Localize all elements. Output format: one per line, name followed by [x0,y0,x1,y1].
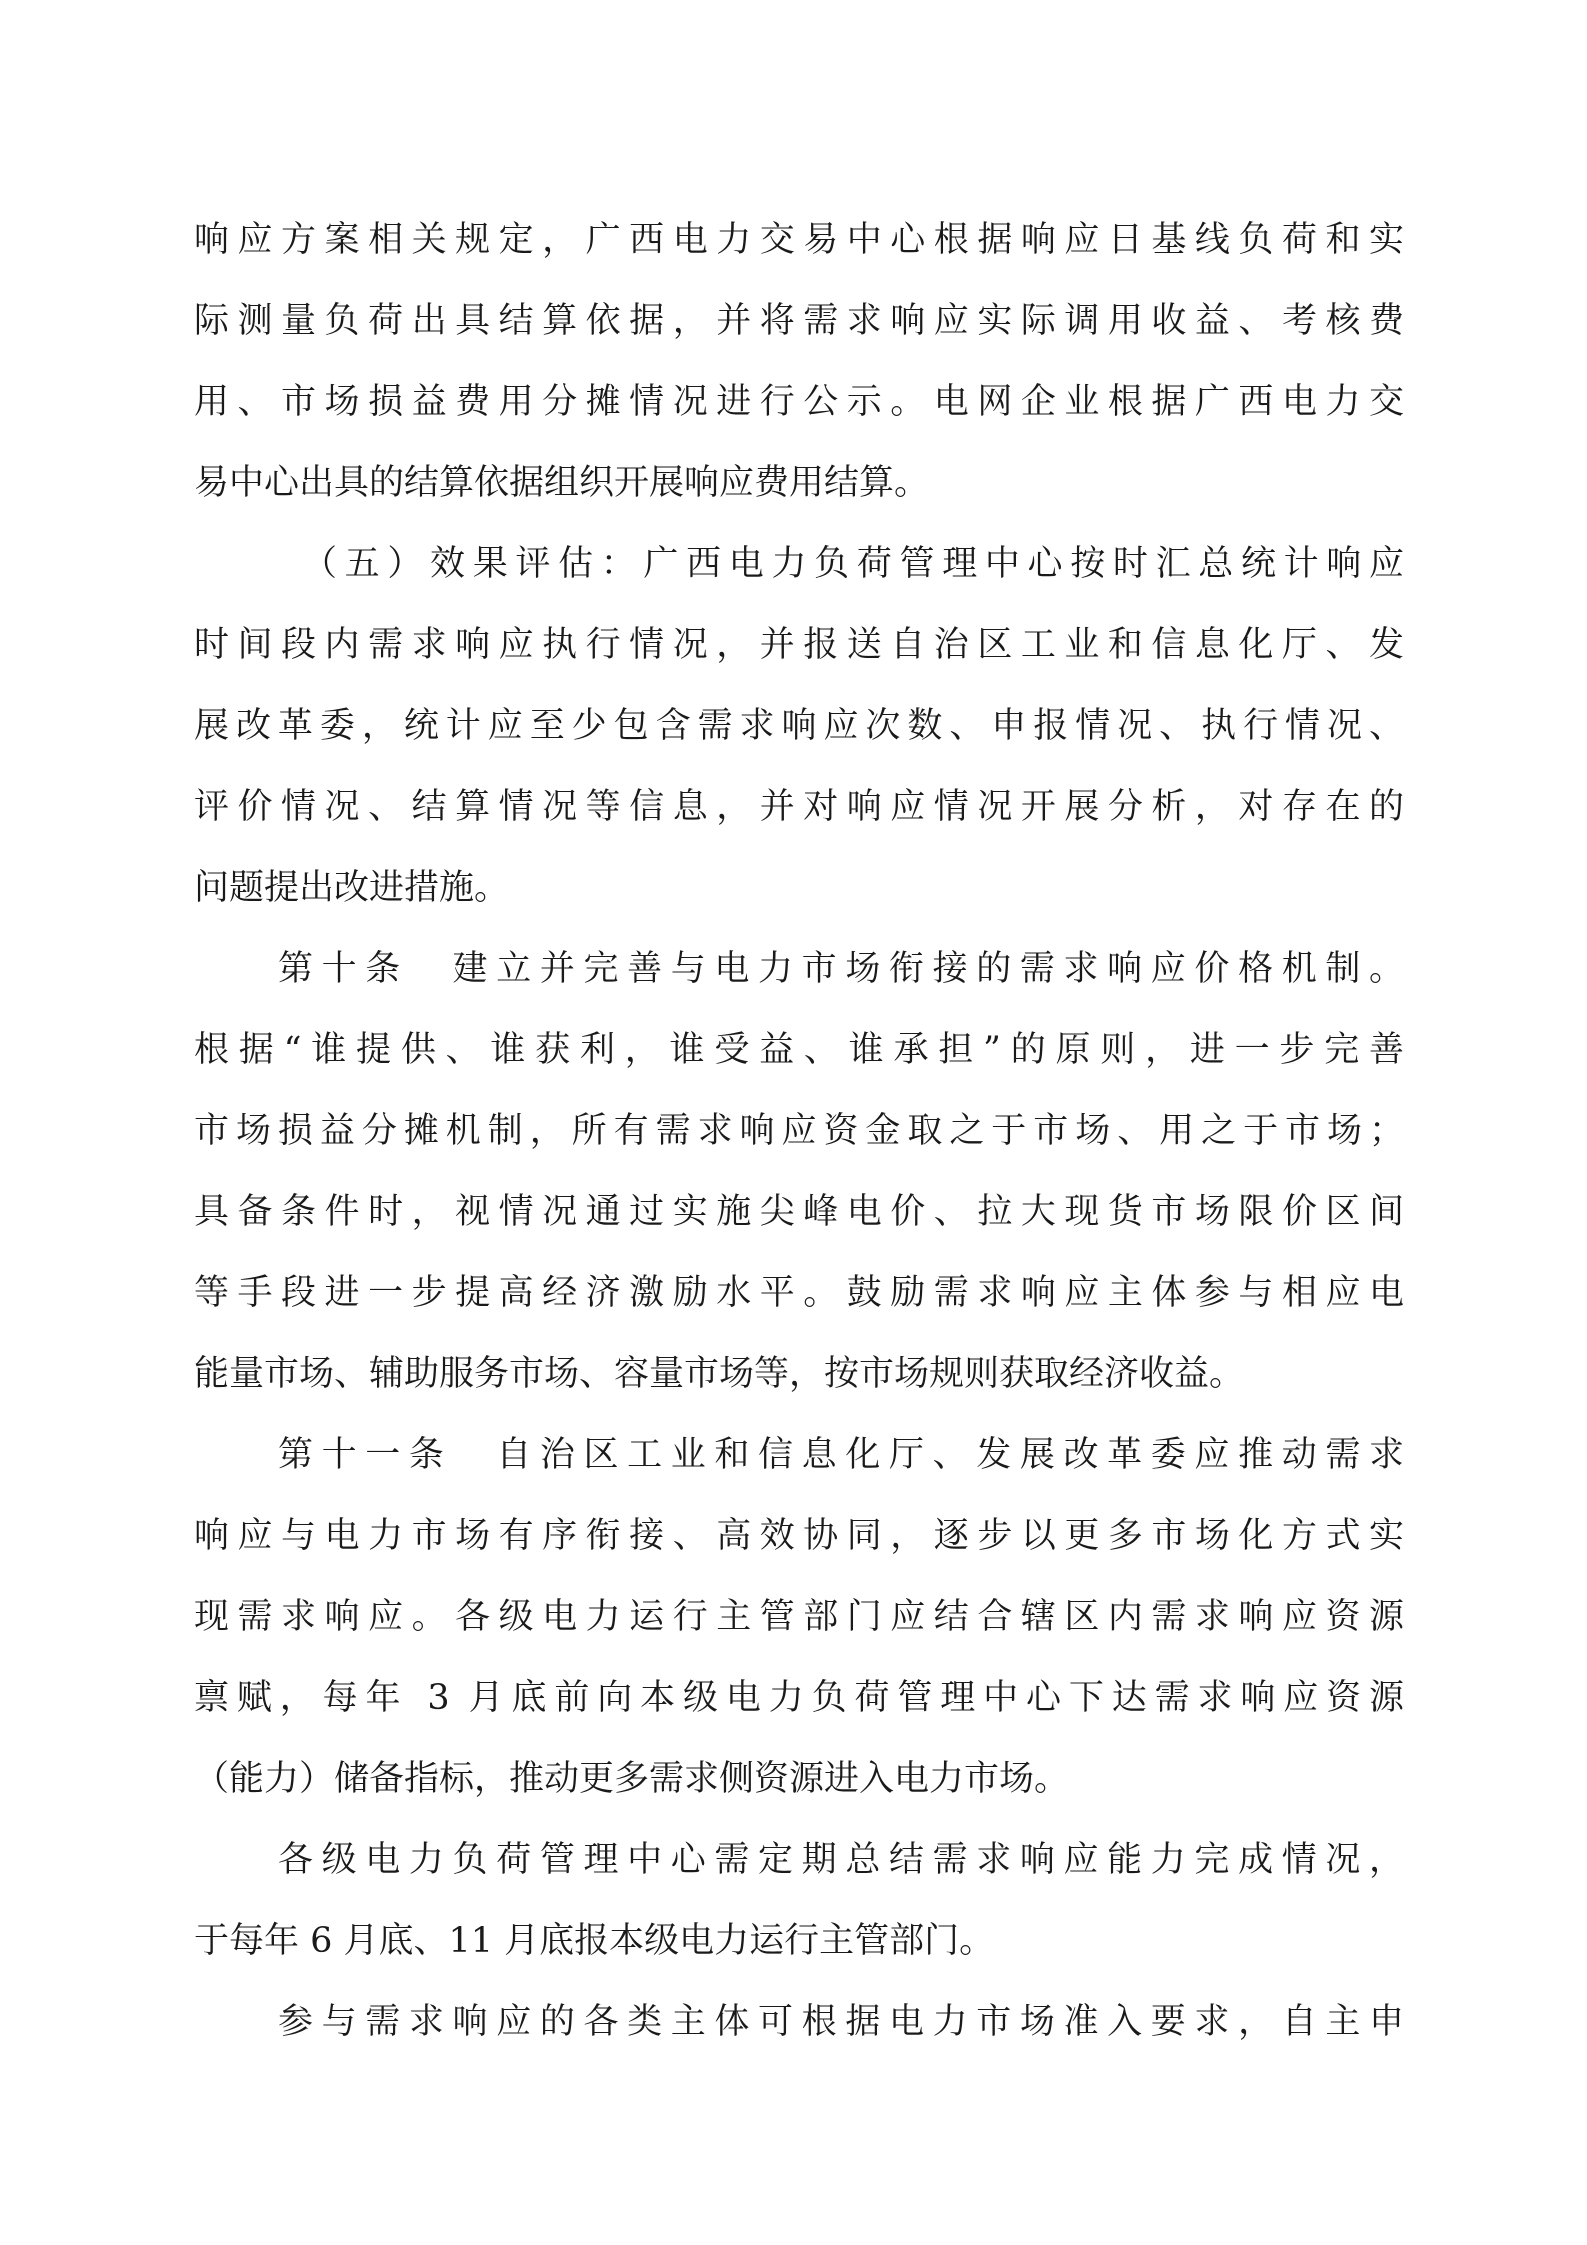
text-line: 时间段内需求响应执行情况，并报送自治区工业和信息化厅、发 [194,625,1404,665]
text-line: 能量市场、辅助服务市场、容量市场等，按市场规则获取经济收益。 [194,1354,1245,1394]
text-line: 响应方案相关规定，广西电力交易中心根据响应日基线负荷和实 [194,220,1404,260]
text-line: 现需求响应。各级电力运行主管部门应结合辖区内需求响应资源 [194,1597,1404,1637]
text-line: 响应与电力市场有序衔接、高效协同，逐步以更多市场化方式实 [194,1516,1404,1556]
article-11-heading-line: 第十一条 自治区工业和信息化厅、发展改革委应推动需求 [278,1435,1404,1475]
article-10-heading-line: 第十条 建立并完善与电力市场衔接的需求响应价格机制。 [278,949,1404,989]
text-line: 禀赋，每年 3 月底前向本级电力负荷管理中心下达需求响应资源 [194,1678,1404,1718]
text-line: 各级电力负荷管理中心需定期总结需求响应能力完成情况， [278,1840,1404,1880]
text-line: 根据“谁提供、谁获利，谁受益、谁承担”的原则，进一步完善 [194,1030,1404,1070]
text-line: 于每年 6 月底、11 月底报本级电力运行主管部门。 [194,1921,995,1961]
text-line: 际测量负荷出具结算依据，并将需求响应实际调用收益、考核费 [194,301,1404,341]
text-line: 展改革委，统计应至少包含需求响应次数、申报情况、执行情况、 [194,706,1404,746]
text-line: （能力）储备指标，推动更多需求侧资源进入电力市场。 [194,1759,1070,1799]
text-line: 具备条件时，视情况通过实施尖峰电价、拉大现货市场限价区间 [194,1192,1404,1232]
text-line: 评价情况、结算情况等信息，并对响应情况开展分析，对存在的 [194,787,1404,827]
text-line: （五）效果评估：广西电力负荷管理中心按时汇总统计响应 [302,544,1404,584]
text-line: 等手段进一步提高经济激励水平。鼓励需求响应主体参与相应电 [194,1273,1404,1313]
text-line: 用、市场损益费用分摊情况进行公示。电网企业根据广西电力交 [194,382,1404,422]
text-line: 市场损益分摊机制，所有需求响应资金取之于市场、用之于市场； [194,1111,1404,1151]
text-line: 参与需求响应的各类主体可根据电力市场准入要求，自主申 [278,2002,1404,2042]
text-line: 问题提出改进措施。 [194,868,510,908]
text-line: 易中心出具的结算依据组织开展响应费用结算。 [194,463,930,503]
